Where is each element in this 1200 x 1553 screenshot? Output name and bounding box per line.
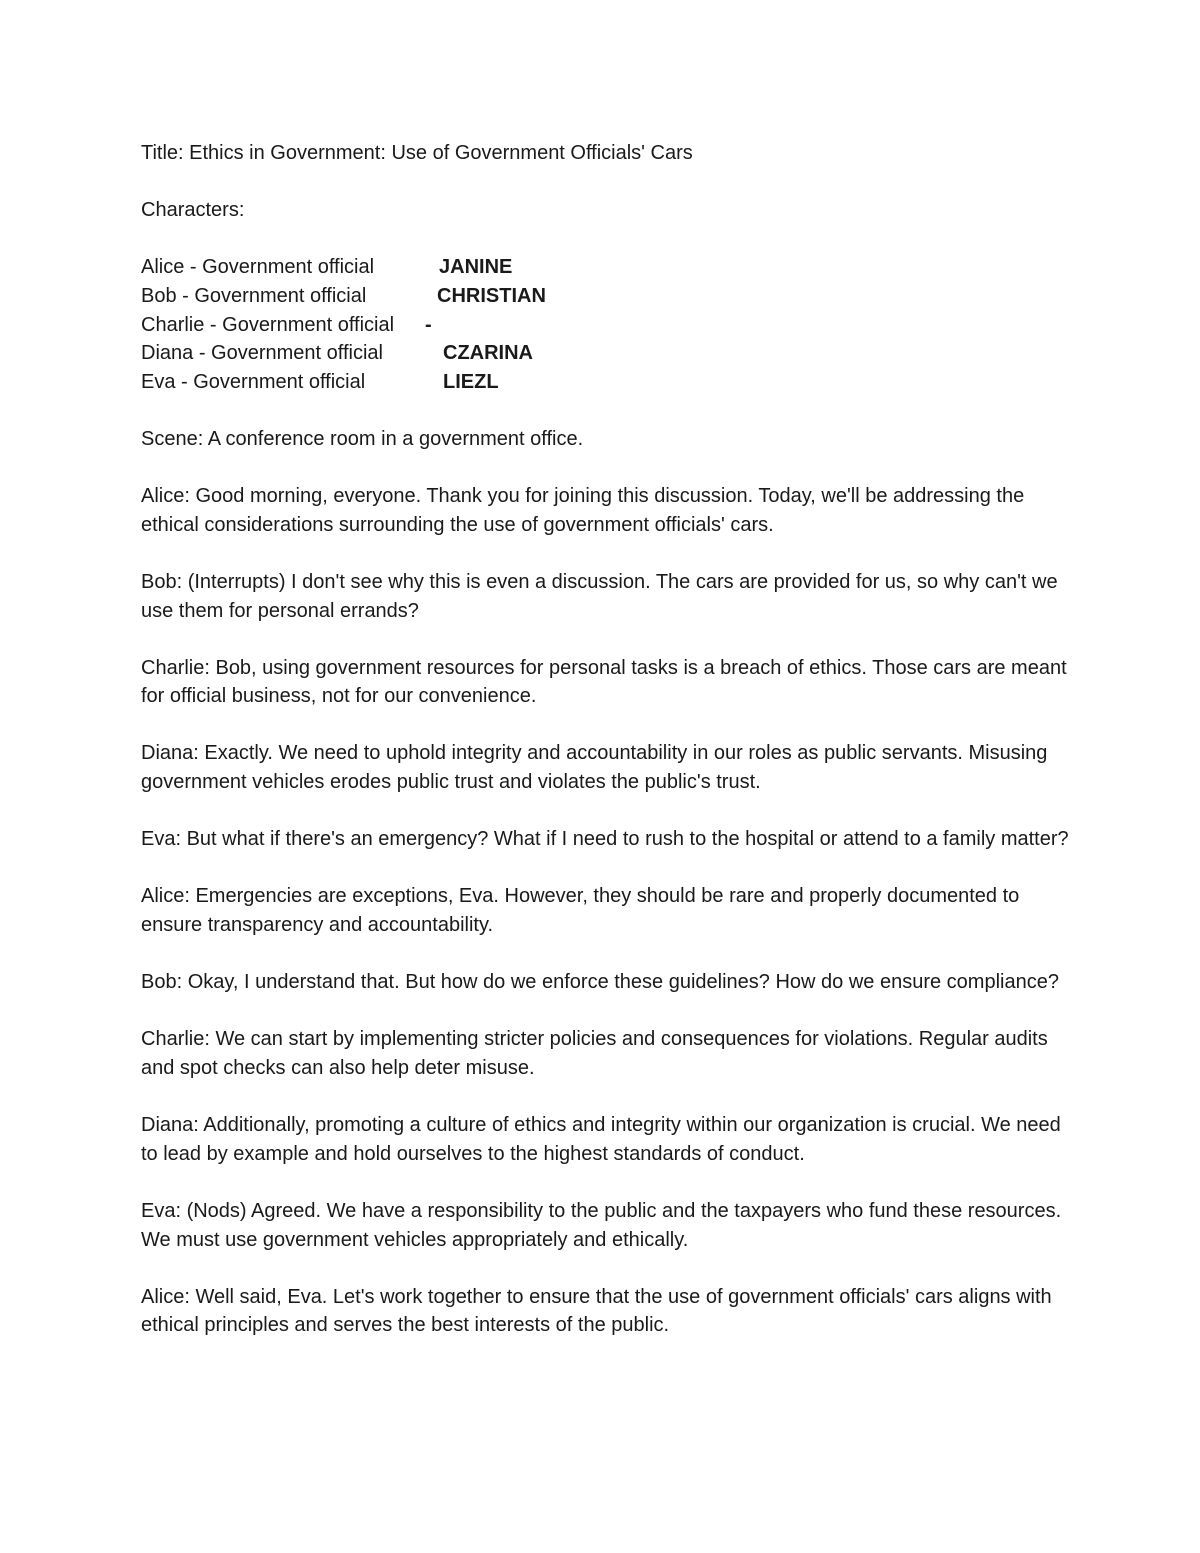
cast-role: Alice - Government official	[141, 256, 375, 279]
cast-actor: LIEZL	[443, 370, 499, 393]
dialogue-line: Diana: Additionally, promoting a culture of ethics and integrity within our organization is crucial. We need to lead by example and hold ourselves to the highest standards of conduct.	[141, 1114, 1061, 1165]
cast-row	[141, 282, 1076, 311]
cast-actor: JANINE	[439, 256, 513, 279]
cast-row	[141, 339, 1076, 368]
dialogue-line: Eva: But what if there's an emergency? What if I need to rush to the hospital or attend to a family matter?	[141, 828, 1069, 851]
cast-role: Charlie - Government official	[141, 313, 395, 336]
dialogue-line: Eva: (Nods) Agreed. We have a responsibility to the public and the taxpayers who fund these resources. We must use government vehicles appropriately and ethically.	[141, 1199, 1062, 1251]
cast-row	[141, 253, 1076, 282]
dialogue-line: Charlie: Bob, using government resources for personal tasks is a breach of ethics. Those cars are meant for official business, not for our convenience.	[141, 656, 1067, 708]
cast-role: Diana - Government official	[141, 342, 383, 365]
scene-description: Scene: A conference room in a government office.	[141, 427, 584, 450]
cast-list	[141, 253, 1076, 396]
cast-actor: -	[425, 313, 432, 336]
dialogue-line: Bob: (Interrupts) I don't see why this is even a discussion. The cars are provided for us, so why can't we use them for personal errands?	[141, 570, 1058, 622]
dialogue-line: Diana: Exactly. We need to uphold integrity and accountability in our roles as public servants. Misusing government vehicles erodes public trust and violates the public's trust.	[141, 742, 1048, 794]
cast-role: Bob - Government official	[141, 284, 367, 307]
dialogue-line: Alice: Well said, Eva. Let's work together to ensure that the use of government officials' cars aligns with ethical principles and serves the best interests of the public.	[141, 1285, 1052, 1337]
characters-heading: Characters:	[141, 199, 245, 222]
dialogue-line: Bob: Okay, I understand that. But how do we enforce these guidelines? How do we ensure compliance?	[141, 971, 1059, 994]
cast-actor: CHRISTIAN	[437, 284, 546, 307]
cast-row	[141, 368, 1076, 397]
cast-actor: CZARINA	[443, 342, 533, 365]
dialogue-line: Charlie: We can start by implementing stricter policies and consequences for violations. Regular audits and spot checks can also help deter misuse.	[141, 1028, 1048, 1079]
dialogue-line: Alice: Good morning, everyone. Thank you for joining this discussion. Today, we'll be addressing the ethical considerations surrounding the use of government officials' cars.	[141, 485, 1025, 536]
dialogue-line: Alice: Emergencies are exceptions, Eva. However, they should be rare and properly documented to ensure transparency and accountability.	[141, 885, 1020, 937]
cast-row	[141, 311, 1076, 340]
document-title: Title: Ethics in Government: Use of Government Officials' Cars	[141, 142, 693, 164]
document-page	[141, 139, 1076, 1369]
cast-role: Eva - Government official	[141, 370, 366, 393]
